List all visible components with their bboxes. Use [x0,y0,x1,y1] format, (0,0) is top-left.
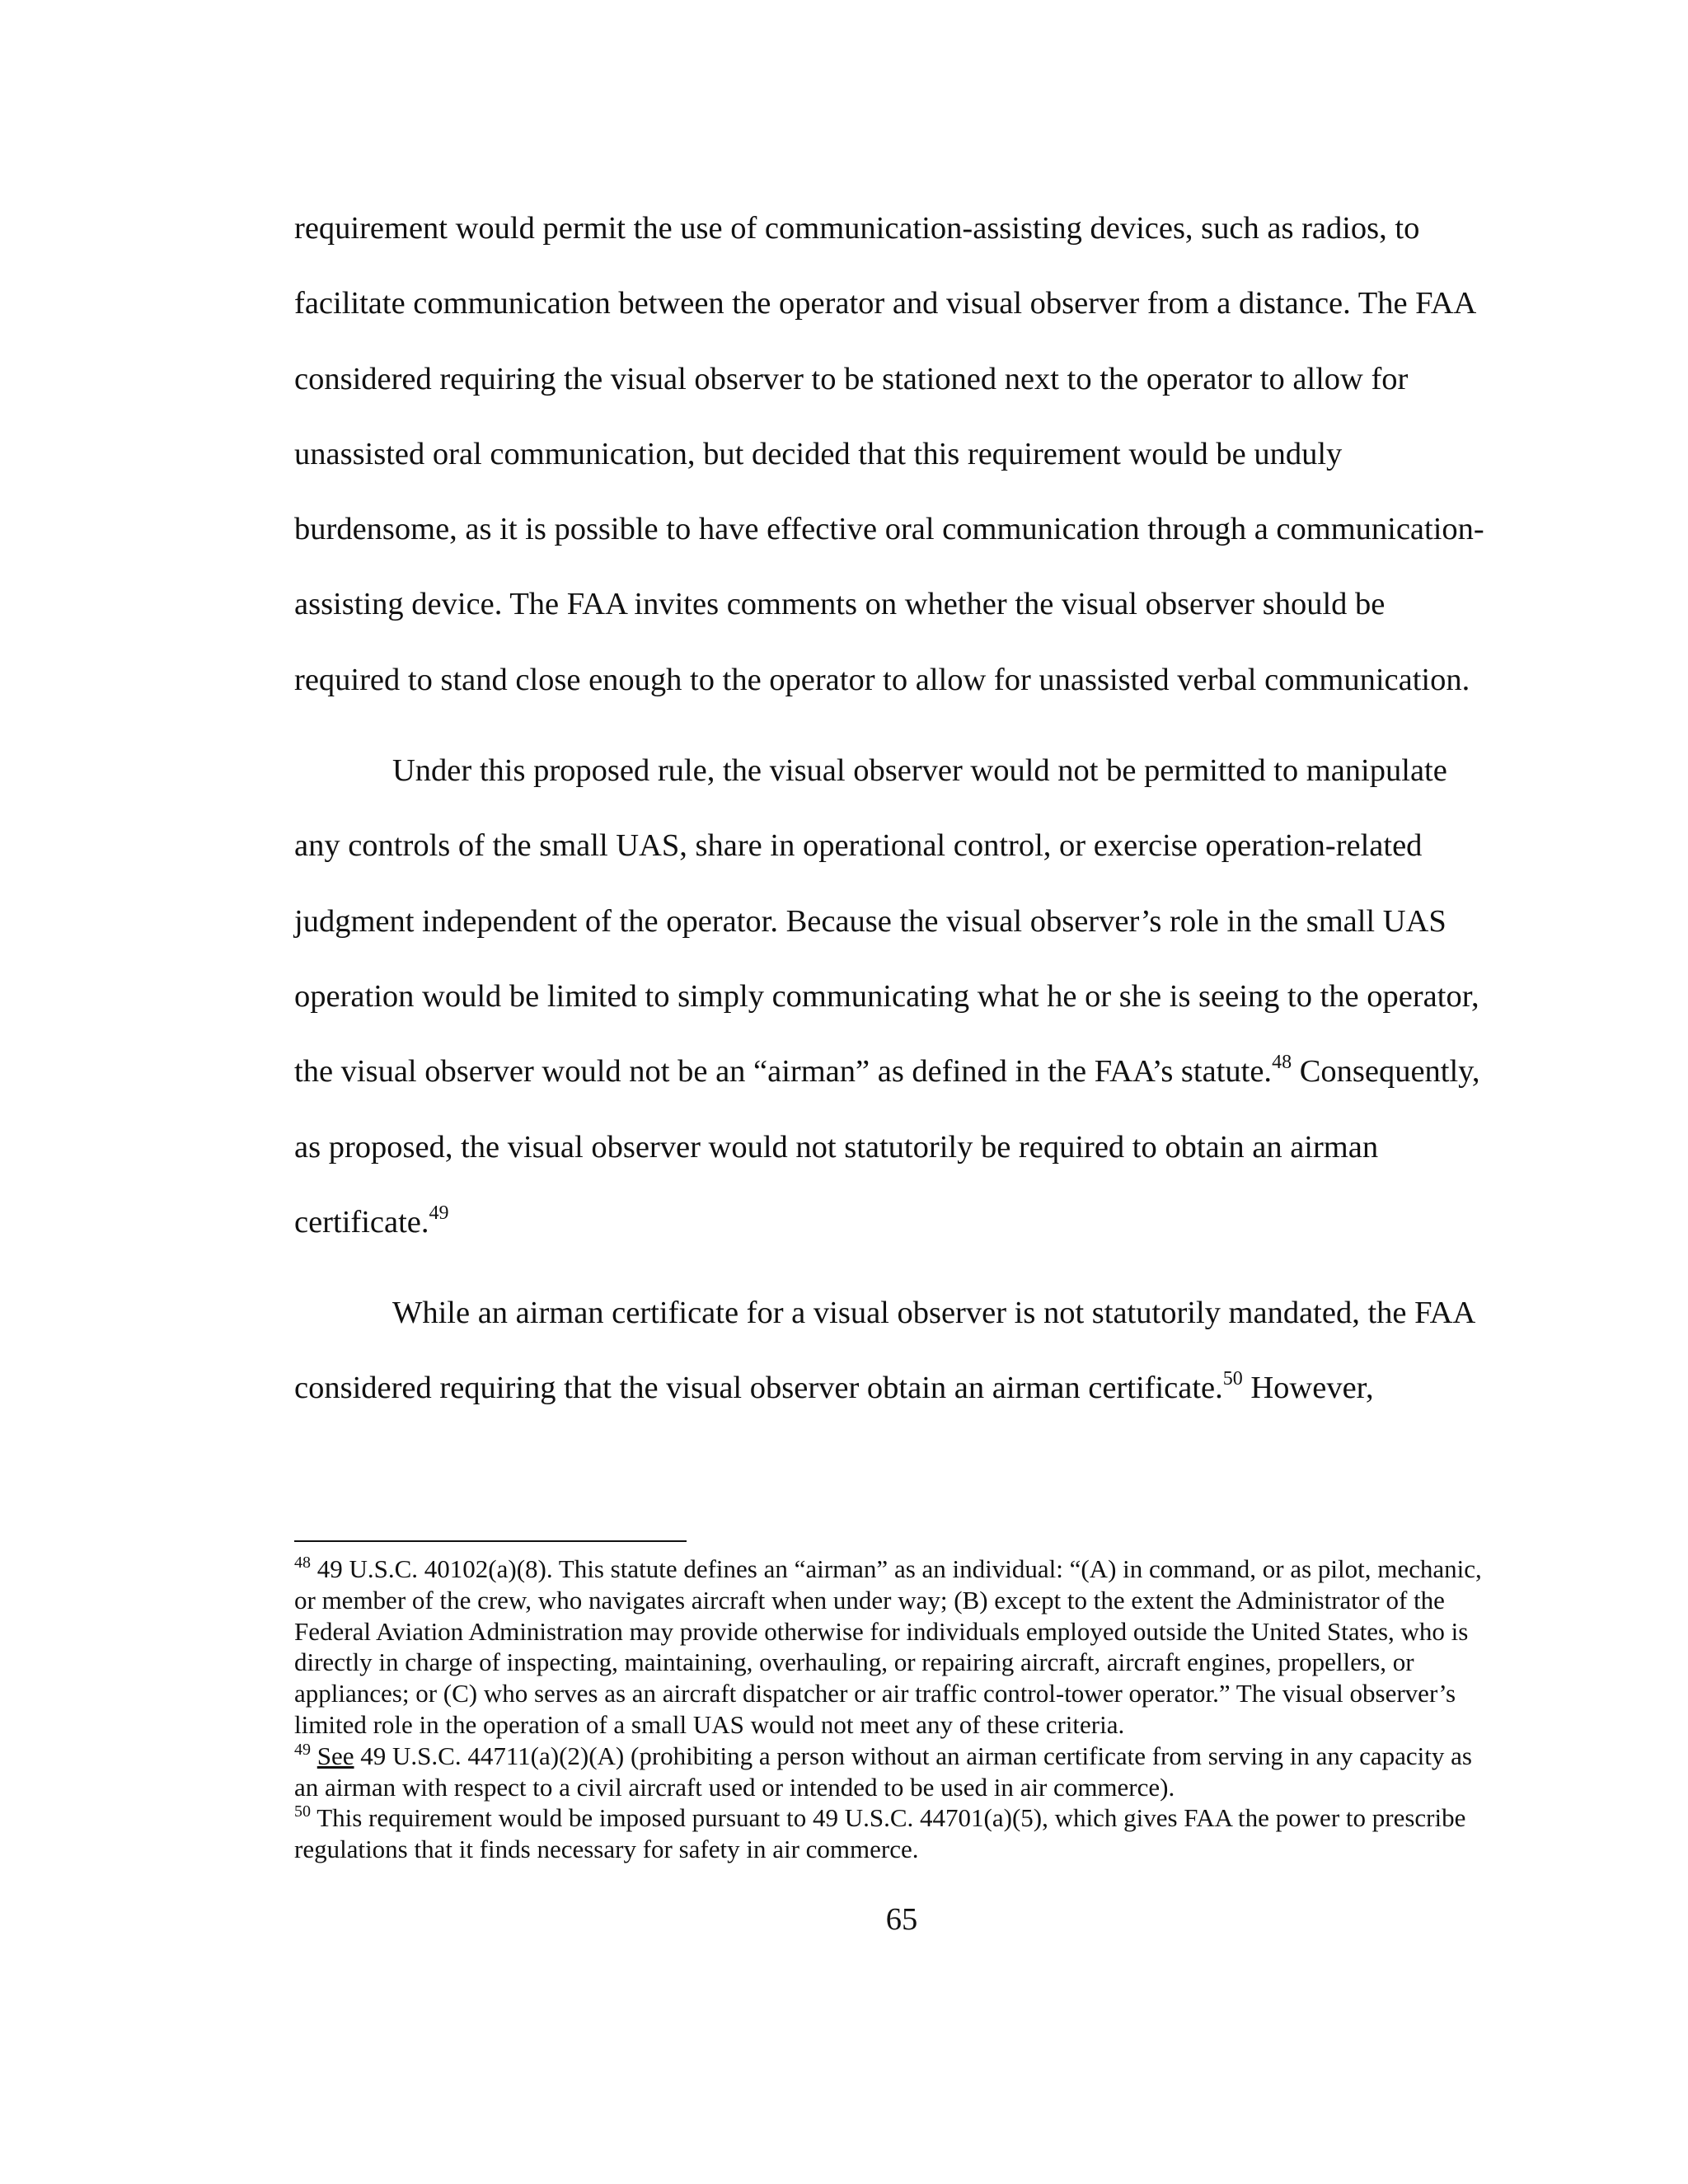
footnote-separator [294,1540,687,1542]
footnote-ref-50[interactable]: 50 [1222,1368,1243,1390]
footnote-48 [294,1554,1489,1741]
footnote-text: 49 U.S.C. 44711(a)(2)(A) (prohibiting a person without an airman certificate from serving in any capacity as an airman with respect to a civil aircraft used or intended to be used in air commerce). [294,1741,1472,1802]
footnotes [294,1554,1489,1865]
footnote-text: This requirement would be imposed pursuant to 49 U.S.C. 44701(a)(5), which gives FAA the power to prescribe regulations that it finds necessary for safety in air commerce. [294,1803,1466,1864]
paragraph-1 [294,191,1489,718]
paragraph-1-text: requirement would permit the use of communication-assisting devices, such as radios, to facilitate communication between the operator and visual observer from a distance. The FAA considered requiring the visual observer to be stationed next to the operator to allow for unassisted oral communication, but decided that this requirement would be unduly burdensome, as it is possible to have effective oral communication through a communication-assisting device. The FAA invites comments on whether the visual observer should be required to stand close enough to the operator to allow for unassisted verbal communication. [294,211,1484,697]
footnote-number: 50 [294,1802,311,1821]
paragraph-2 [294,733,1489,1260]
page-number: 65 [885,1902,918,1937]
paragraph-2-text-part-2: Consequently, as proposed, the visual observer would not statutorily be required to obtain an airman certificate. [294,1054,1480,1240]
footnote-49 [294,1741,1489,1803]
paragraph-2-text-part-1: Under this proposed rule, the visual observer would not be permitted to manipulate any controls of the small UAS, share in operational control, or exercise operation-related judgment independent of the operator. Because the visual observer’s role in the small UAS operation would be limited to simply communicating what he or she is seeing to the operator, the visual observer would not be an “airman” as defined in the FAA’s statute. [294,753,1479,1090]
body-text [294,191,1489,1427]
footnote-50 [294,1802,1489,1865]
footnote-text: 49 U.S.C. 40102(a)(8). This statute defines an “airman” as an individual: “(A) in command, or as pilot, mechanic, or member of the crew, who navigates aircraft when under way; (B) except to the extent the Administrator of the Federal Aviation Administration may provide otherwise for individuals employed outside the United States, who is directly in charge of inspecting, maintaining, overhauling, or repairing aircraft, aircraft engines, propellers, or appliances; or (C) who serves as an aircraft dispatcher or air traffic control-tower operator.” The visual observer’s limited role in the operation of a small UAS would not meet any of these criteria. [294,1554,1482,1739]
footnote-number: 48 [294,1554,311,1572]
paragraph-3-text-part-2: However, [1242,1371,1374,1406]
footnote-signal-see: See [316,1741,354,1770]
footnote-number: 49 [294,1740,311,1759]
footnote-ref-48[interactable]: 48 [1272,1052,1292,1074]
footnote-ref-49[interactable]: 49 [429,1202,449,1224]
paragraph-3-text-part-1: While an airman certificate for a visual observer is not statutorily mandated, the FAA considered requiring that the visual observer obtain an airman certificate. [294,1296,1475,1406]
paragraph-3 [294,1276,1489,1427]
